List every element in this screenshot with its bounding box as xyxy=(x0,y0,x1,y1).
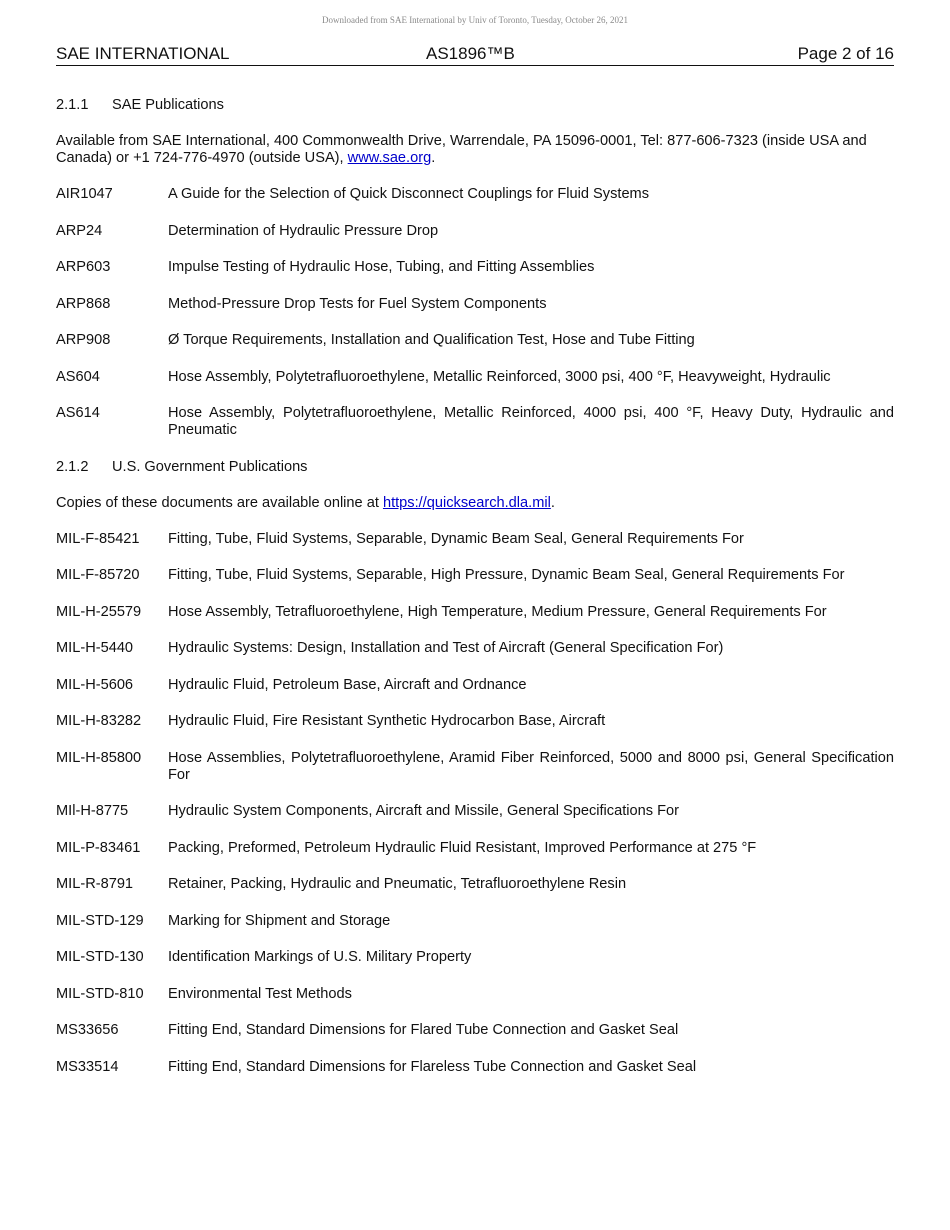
sae-website-link[interactable]: www.sae.org xyxy=(347,150,432,166)
reference-code: MIL-H-5440 xyxy=(56,640,134,656)
reference-item xyxy=(56,259,894,276)
reference-code: AIR1047 xyxy=(56,186,113,202)
reference-title: Impulse Testing of Hydraulic Hose, Tubing, and Fitting Assemblies xyxy=(168,259,595,275)
download-notice: Downloaded from SAE International by Univ of Toronto, Tuesday, October 26, 2021 xyxy=(321,15,629,25)
header-document-id: AS1896™B xyxy=(426,44,515,63)
reference-code: MIL-STD-129 xyxy=(56,912,144,929)
reference-code: ARP868 xyxy=(56,295,111,312)
document-body xyxy=(56,97,894,1095)
reference-title: Ø Torque Requirements, Installation and Qualification Test, Hose and Tube Fitting xyxy=(168,332,695,348)
reference-code: MIL-F-85720 xyxy=(56,567,140,583)
dla-quicksearch-link[interactable]: https://quicksearch.dla.mil xyxy=(382,494,551,511)
reference-title: Hose Assembly, Tetrafluoroethylene, High Temperature, Medium Pressure, General Requirements For xyxy=(168,603,827,620)
reference-code: MIL-R-8791 xyxy=(56,876,134,892)
section-number: 2.1.1 xyxy=(56,97,89,113)
reference-item xyxy=(56,840,894,857)
page-header xyxy=(56,44,894,66)
reference-code: MIL-F-85421 xyxy=(56,530,140,547)
reference-title: Identification Markings of U.S. Military Property xyxy=(168,949,472,965)
reference-code: MIL-STD-130 xyxy=(56,949,144,965)
reference-code: MIL-P-83461 xyxy=(56,839,141,856)
sae-availability-paragraph xyxy=(56,133,894,167)
reference-code: MIl-H-8775 xyxy=(56,803,129,819)
reference-item xyxy=(56,296,894,313)
reference-item xyxy=(56,531,894,548)
section-heading-government xyxy=(56,459,894,476)
reference-code: ARP24 xyxy=(56,222,103,239)
reference-item xyxy=(56,1022,894,1039)
reference-title: Hydraulic System Components, Aircraft and Missile, General Specifications For xyxy=(168,803,679,819)
reference-title: Determination of Hydraulic Pressure Drop xyxy=(168,222,439,239)
section-heading-sae xyxy=(56,97,894,114)
reference-item xyxy=(56,713,894,730)
reference-item xyxy=(56,677,894,694)
header-organization: SAE INTERNATIONAL xyxy=(56,44,230,63)
paragraph-end: . xyxy=(431,150,436,166)
reference-item xyxy=(56,750,894,784)
section-number: 2.1.2 xyxy=(56,458,89,475)
reference-title: Retainer, Packing, Hydraulic and Pneumatic, Tetrafluoroethylene Resin xyxy=(168,876,627,892)
reference-title: Marking for Shipment and Storage xyxy=(168,912,391,929)
section-title: U.S. Government Publications xyxy=(112,458,308,475)
reference-code: MS33514 xyxy=(56,1058,119,1075)
reference-code: MS33656 xyxy=(56,1022,119,1038)
paragraph-text: Copies of these documents are available online at xyxy=(56,494,383,511)
paragraph-end: . xyxy=(550,494,555,511)
reference-item xyxy=(56,986,894,1003)
reference-item xyxy=(56,332,894,349)
reference-code: AS614 xyxy=(56,405,100,421)
reference-title: Fitting, Tube, Fluid Systems, Separable, Dynamic Beam Seal, General Requirements For xyxy=(168,530,744,547)
reference-code: MIL-STD-810 xyxy=(56,985,144,1002)
reference-code: MIL-H-83282 xyxy=(56,713,142,729)
reference-title: Method-Pressure Drop Tests for Fuel System Components xyxy=(168,295,547,312)
reference-code: ARP603 xyxy=(56,259,111,275)
reference-item xyxy=(56,949,894,966)
reference-title: Fitting, Tube, Fluid Systems, Separable, High Pressure, Dynamic Beam Seal, General Requirements For xyxy=(168,567,845,583)
header-page-number: Page 2 of 16 xyxy=(797,44,894,63)
government-availability-paragraph xyxy=(56,495,894,512)
reference-title: Hydraulic Fluid, Petroleum Base, Aircraft and Ordnance xyxy=(168,676,527,693)
reference-title: Hydraulic Fluid, Fire Resistant Synthetic Hydrocarbon Base, Aircraft xyxy=(168,713,606,729)
reference-title: Fitting End, Standard Dimensions for Flareless Tube Connection and Gasket Seal xyxy=(168,1058,697,1075)
reference-item xyxy=(56,876,894,893)
reference-code: ARP908 xyxy=(56,332,111,348)
reference-item xyxy=(56,640,894,657)
reference-item xyxy=(56,405,894,439)
reference-title: Packing, Preformed, Petroleum Hydraulic Fluid Resistant, Improved Performance at 275 °F xyxy=(168,839,757,856)
reference-title: Hose Assemblies, Polytetrafluoroethylene, Aramid Fiber Reinforced, 5000 and 8000 psi, General Specification For xyxy=(168,749,894,783)
paragraph-text: Available from SAE International, 400 Commonwealth Drive, Warrendale, PA 15096-0001, Tel: 877-606-7323 (inside USA and Canada) or +1 724-776-4970 (outside USA), xyxy=(56,133,867,166)
reference-item xyxy=(56,223,894,240)
reference-title: Hose Assembly, Polytetrafluoroethylene, Metallic Reinforced, 3000 psi, 400 °F, Heavyweight, Hydraulic xyxy=(168,368,831,385)
reference-code: MIL-H-25579 xyxy=(56,603,142,620)
reference-title: A Guide for the Selection of Quick Disconnect Couplings for Fluid Systems xyxy=(168,186,650,202)
reference-title: Fitting End, Standard Dimensions for Flared Tube Connection and Gasket Seal xyxy=(168,1022,679,1038)
reference-code: MIL-H-85800 xyxy=(56,749,142,766)
reference-item xyxy=(56,186,894,203)
reference-title: Hydraulic Systems: Design, Installation and Test of Aircraft (General Specification For) xyxy=(168,640,724,656)
reference-item xyxy=(56,1059,894,1076)
reference-item xyxy=(56,567,894,584)
reference-title: Hose Assembly, Polytetrafluoroethylene, Metallic Reinforced, 4000 psi, 400 °F, Heavy Duty, Hydraulic and Pneumatic xyxy=(168,405,894,438)
reference-title: Environmental Test Methods xyxy=(168,985,352,1002)
sae-reference-list xyxy=(56,186,894,439)
government-reference-list xyxy=(56,531,894,1076)
section-title: SAE Publications xyxy=(112,97,224,113)
reference-item xyxy=(56,369,894,386)
reference-code: AS604 xyxy=(56,368,100,385)
reference-code: MIL-H-5606 xyxy=(56,676,134,693)
reference-item xyxy=(56,913,894,930)
reference-item xyxy=(56,803,894,820)
reference-item xyxy=(56,604,894,621)
